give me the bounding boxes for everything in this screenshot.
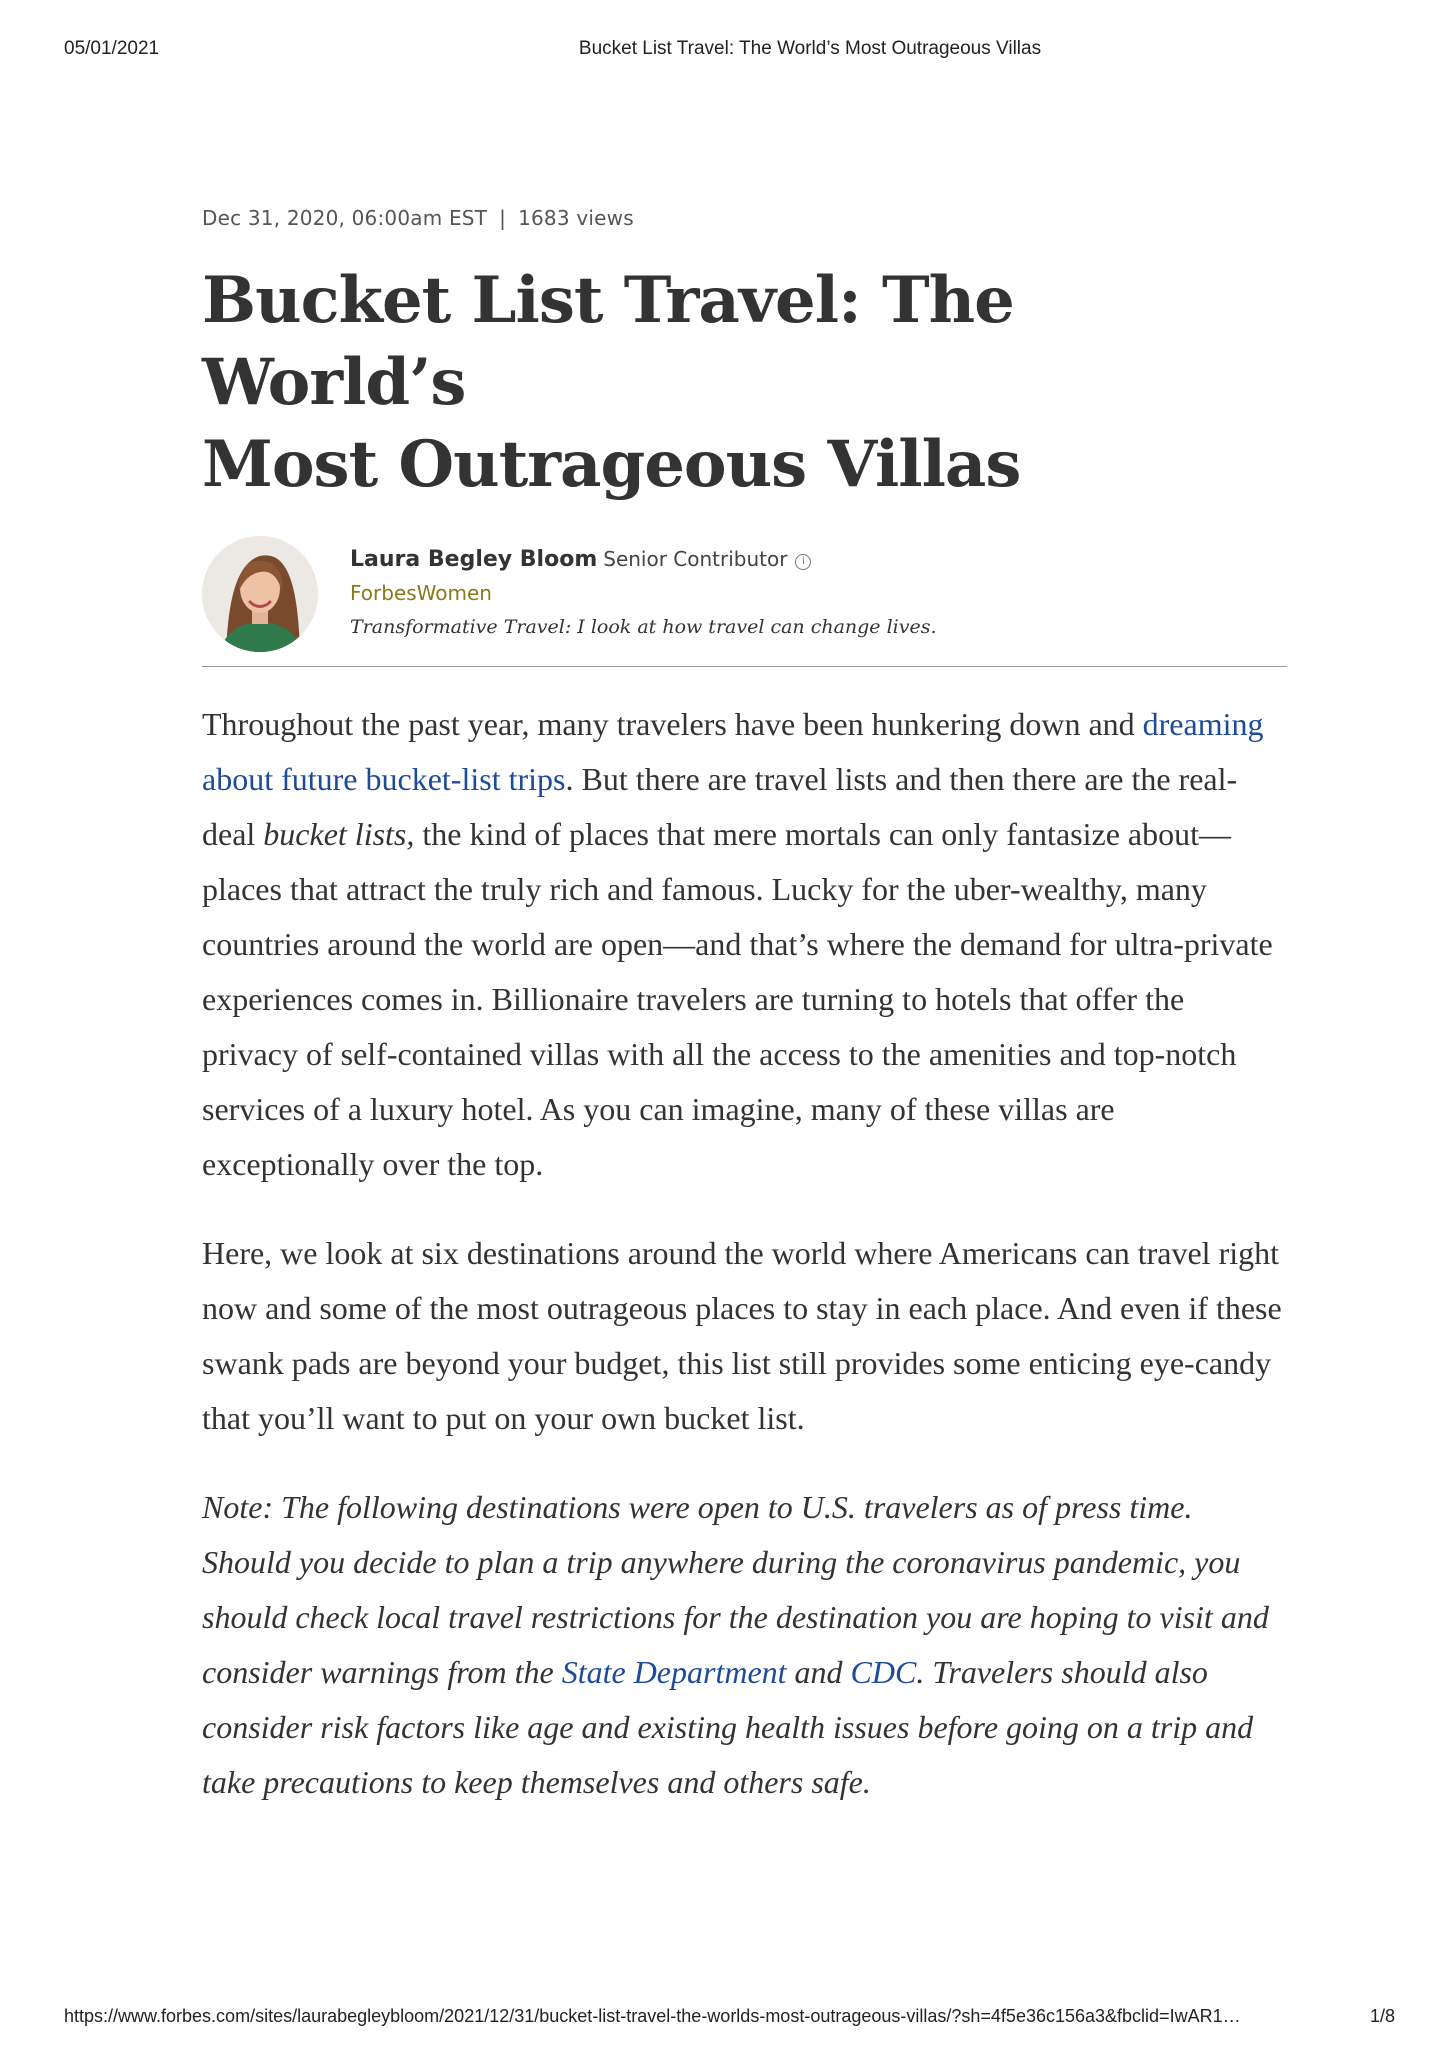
print-page-title: Bucket List Travel: The World’s Most Outrageous Villas [578,38,1042,59]
note-tail: . Travelers should also consider risk factors like age and existing health issues before going on a trip and take precautions to keep themselves and others safe. [202,1654,1254,1800]
paragraph-1 [202,697,1287,1192]
author-tagline: Transformative Travel: I look at how travel can change lives. [350,616,937,638]
paragraph-1-rest-1: the kind of places that mere mortals can only fantasize about—places that attract the truly rich and famous. [202,816,1231,907]
cdc-link[interactable]: CDC [850,1654,917,1690]
author-line [350,544,937,575]
print-page-number: 1/8 [1369,2006,1395,2026]
bucket-list-trips-link[interactable]: dreaming about future bucket-list trips [202,706,1264,797]
article-views: 1683 views [518,206,634,230]
headline-line-1: Bucket List Travel: The World’s [202,263,1014,420]
article-meta [202,204,1287,232]
paragraph-1-rest-2: Lucky for the uber-wealthy, many countries around the world are open—and that’s where the demand for ultra-private experiences comes [202,871,1273,1017]
note-lead: Note: The following destinations were open to U.S. travelers as of press time. Should you decide to plan a trip anywhere during the coronavirus pandemic, you should check local travel restrictions for the destination you are hoping to visit and consider warnings from the [202,1489,1269,1690]
author-channel-link[interactable]: ForbesWomen [350,581,492,605]
state-department-link[interactable]: State Department [561,1654,787,1690]
print-footer-url: https://www.forbes.com/sites/laurabegleybloom/2021/12/31/bucket-list-travel-the-worlds-most-outrageous-villas/?sh=4f5e36c156a3&fbclid=IwAR1… [64,2006,1241,2026]
article-dateline: Dec 31, 2020, 06:00am EST [202,206,488,230]
travel-note [202,1480,1287,1810]
article [202,204,1287,1844]
author-name-link[interactable]: Laura Begley Bloom [350,547,598,572]
note-middle: and [786,1654,851,1690]
bucket-lists-emphasis: bucket lists, [263,816,415,852]
paragraph-2: Here, we look at six destinations around the world where Americans can travel right now and some of the most outrageous places to stay in each place. And even if these swank pads are beyond your budget, this list still provides some enticing eye-candy that you’ll want to put on your own bucket list. [202,1235,1282,1436]
author-role: Senior Contributor [603,547,788,571]
article-headline [202,260,1287,506]
author-avatar[interactable] [202,536,318,652]
print-date: 05/01/2021 [64,38,160,59]
paragraph-1-rest-3: in. Billionaire travelers are turning to hotels that offer the privacy of self-contained villas with all the access to the amenities and top-notch services of a luxury hotel. As you can imagine, many of these villas are exceptionally over the top. [202,981,1237,1182]
author-photo-icon [202,536,318,652]
paragraph-1-lead: Throughout the past year, many travelers have been hunkering down and [202,706,1135,742]
headline-line-2: Most Outrageous Villas [202,427,1021,502]
info-icon[interactable]: i [795,554,811,570]
paragraph-1-after-link: . But there are travel lists and then there are the real-deal [202,761,1238,852]
article-body [202,697,1287,1810]
author-info [350,544,937,643]
meta-separator: | [499,206,507,230]
byline [202,536,1287,667]
